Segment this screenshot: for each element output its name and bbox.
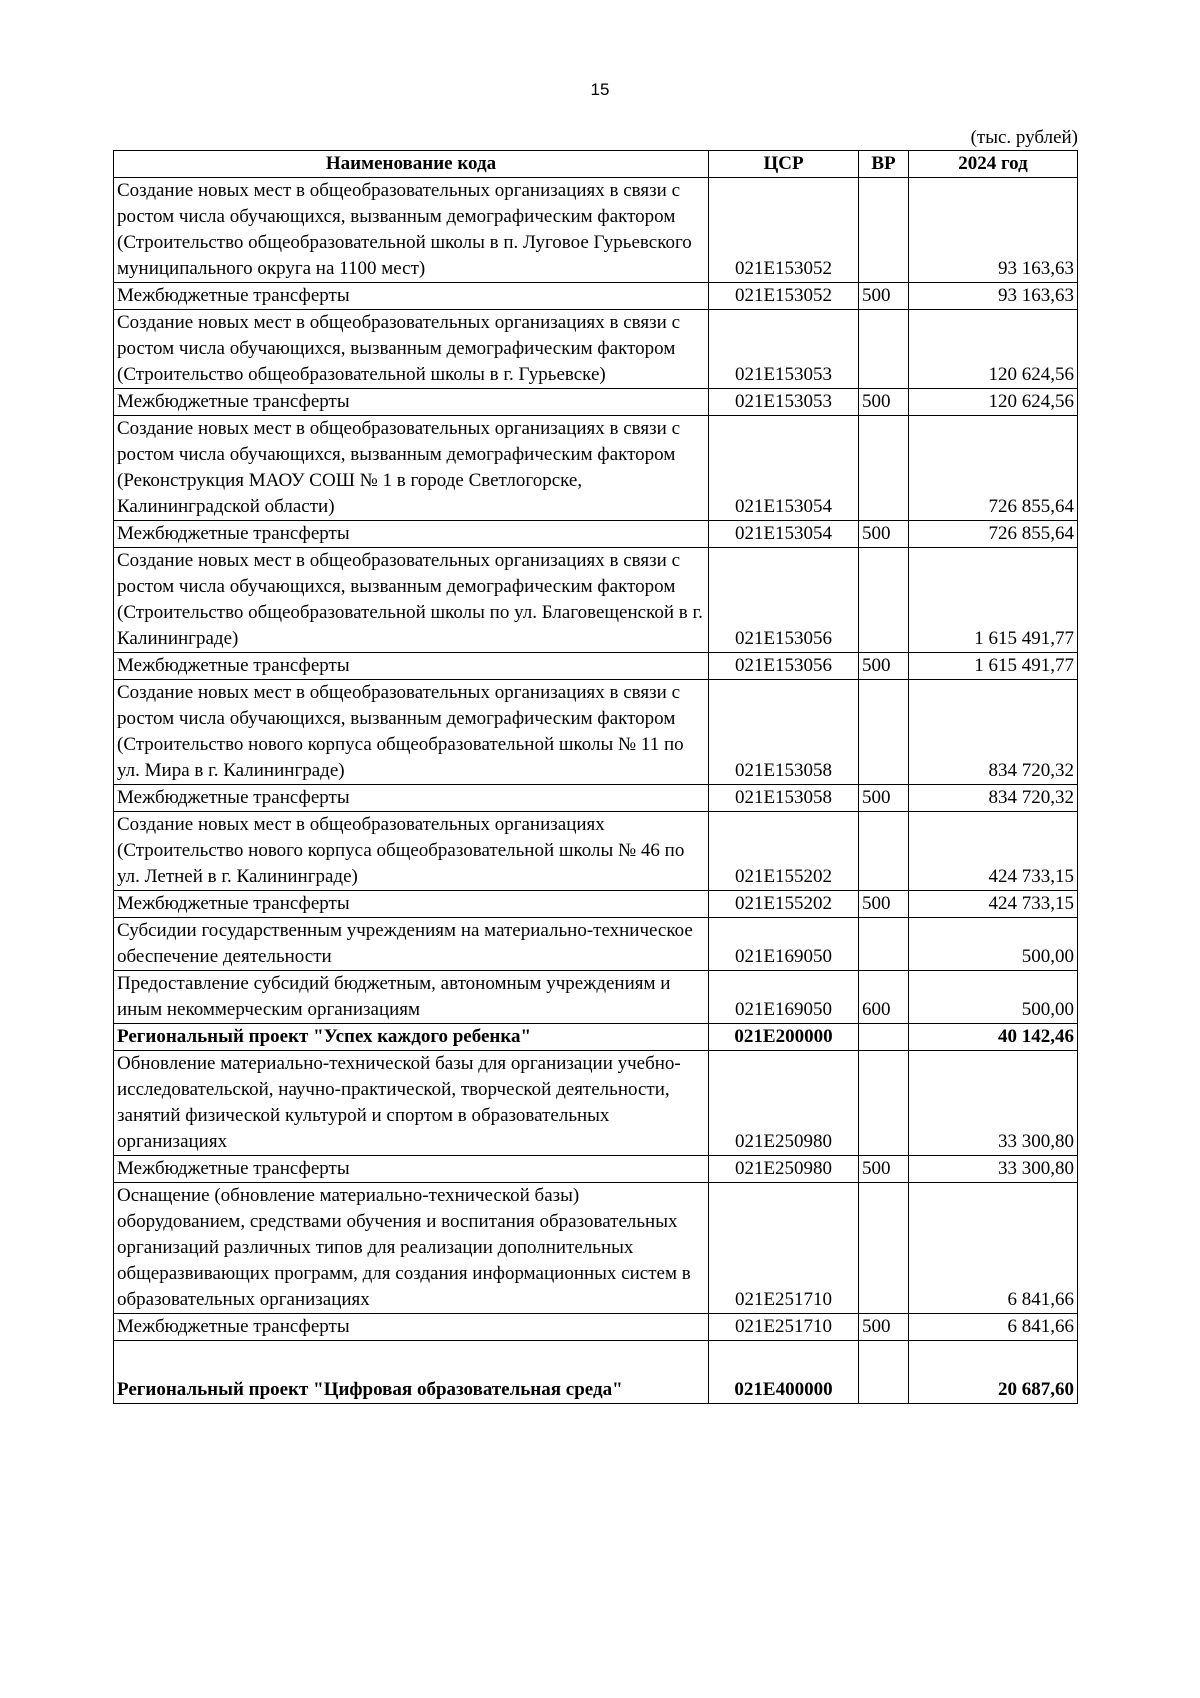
cell-vr: 600 xyxy=(859,971,909,1024)
cell-vr xyxy=(859,178,909,283)
cell-vr: 500 xyxy=(859,389,909,416)
table-row xyxy=(114,310,1078,389)
cell-csr: 021E251710 xyxy=(709,1314,859,1341)
cell-amount: 834 720,32 xyxy=(909,785,1078,812)
cell-name: Предоставление субсидий бюджетным, автономным учреждениям и иным некоммерческим организациям xyxy=(114,971,709,1024)
cell-vr xyxy=(859,1183,909,1314)
cell-name: Межбюджетные трансферты xyxy=(114,891,709,918)
cell-csr: 021E153058 xyxy=(709,680,859,785)
cell-csr: 021E153052 xyxy=(709,283,859,310)
table-row xyxy=(114,416,1078,521)
cell-csr: 021E153058 xyxy=(709,785,859,812)
cell-amount: 1 615 491,77 xyxy=(909,653,1078,680)
cell-name: Создание новых мест в общеобразовательных организациях в связи с ростом числа обучающихся, вызванным демографическим фактором (Строительство общеобразовательной школы в п. Луговое Гурьевского муниципального округа на 1100 мест) xyxy=(114,178,709,283)
cell-csr: 021E250980 xyxy=(709,1156,859,1183)
header-csr: ЦСР xyxy=(709,151,859,178)
cell-csr: 021E153053 xyxy=(709,389,859,416)
cell-name: Межбюджетные трансферты xyxy=(114,389,709,416)
cell-amount: 424 733,15 xyxy=(909,891,1078,918)
cell-amount: 120 624,56 xyxy=(909,389,1078,416)
table-header-row xyxy=(114,151,1078,178)
cell-amount: 500,00 xyxy=(909,971,1078,1024)
cell-amount: 500,00 xyxy=(909,918,1078,971)
table-row xyxy=(114,1183,1078,1314)
header-amount: 2024 год xyxy=(909,151,1078,178)
cell-csr: 021E153054 xyxy=(709,416,859,521)
cell-vr xyxy=(859,1341,909,1404)
cell-vr: 500 xyxy=(859,891,909,918)
cell-vr: 500 xyxy=(859,1314,909,1341)
cell-amount: 40 142,46 xyxy=(909,1024,1078,1051)
cell-amount: 120 624,56 xyxy=(909,310,1078,389)
cell-vr xyxy=(859,416,909,521)
cell-name: Межбюджетные трансферты xyxy=(114,1156,709,1183)
cell-vr xyxy=(859,680,909,785)
cell-amount: 93 163,63 xyxy=(909,178,1078,283)
table-row xyxy=(114,1341,1078,1404)
cell-vr xyxy=(859,548,909,653)
cell-csr: 021E153056 xyxy=(709,548,859,653)
table-row xyxy=(114,653,1078,680)
table-row xyxy=(114,680,1078,785)
table-row xyxy=(114,1024,1078,1051)
table-row xyxy=(114,891,1078,918)
header-name: Наименование кода xyxy=(114,151,709,178)
cell-csr: 021E155202 xyxy=(709,812,859,891)
cell-name: Создание новых мест в общеобразовательных организациях в связи с ростом числа обучающихся, вызванным демографическим фактором (Строительство общеобразовательной школы по ул. Благовещенской в г. Калининграде) xyxy=(114,548,709,653)
cell-vr xyxy=(859,918,909,971)
cell-amount: 6 841,66 xyxy=(909,1314,1078,1341)
cell-vr xyxy=(859,1051,909,1156)
cell-name: Межбюджетные трансферты xyxy=(114,1314,709,1341)
cell-amount: 726 855,64 xyxy=(909,416,1078,521)
cell-csr: 021E169050 xyxy=(709,971,859,1024)
cell-amount: 33 300,80 xyxy=(909,1051,1078,1156)
cell-amount: 834 720,32 xyxy=(909,680,1078,785)
page-number: 15 xyxy=(590,80,610,99)
table-row xyxy=(114,1314,1078,1341)
cell-name: Межбюджетные трансферты xyxy=(114,521,709,548)
cell-amount: 424 733,15 xyxy=(909,812,1078,891)
cell-amount: 20 687,60 xyxy=(909,1341,1078,1404)
budget-table xyxy=(113,150,1078,1404)
cell-amount: 1 615 491,77 xyxy=(909,548,1078,653)
table-row xyxy=(114,918,1078,971)
cell-vr: 500 xyxy=(859,1156,909,1183)
cell-name: Создание новых мест в общеобразовательных организациях в связи с ростом числа обучающихся, вызванным демографическим фактором (Строительство нового корпуса общеобразовательной школы № 11 по ул. Мира в г. Калининграде) xyxy=(114,680,709,785)
cell-csr: 021E400000 xyxy=(709,1341,859,1404)
table-row xyxy=(114,283,1078,310)
cell-name: Создание новых мест в общеобразовательных организациях в связи с ростом числа обучающихся, вызванным демографическим фактором (Реконструкция МАОУ СОШ № 1 в городе Светлогорске, Калининградской области) xyxy=(114,416,709,521)
cell-csr: 021E153052 xyxy=(709,178,859,283)
cell-vr xyxy=(859,812,909,891)
cell-name: Межбюджетные трансферты xyxy=(114,653,709,680)
cell-amount: 726 855,64 xyxy=(909,521,1078,548)
cell-name: Субсидии государственным учреждениям на материально-техническое обеспечение деятельности xyxy=(114,918,709,971)
cell-name: Межбюджетные трансферты xyxy=(114,283,709,310)
header-vr: ВР xyxy=(859,151,909,178)
table-row xyxy=(114,548,1078,653)
cell-vr xyxy=(859,310,909,389)
cell-amount: 6 841,66 xyxy=(909,1183,1078,1314)
table-body xyxy=(114,178,1078,1404)
units-label: (тыс. рублей) xyxy=(970,127,1078,148)
cell-name: Обновление материально-технической базы для организации учебно-исследовательской, научно-практической, творческой деятельности, занятий физической культурой и спортом в образовательных организациях xyxy=(114,1051,709,1156)
cell-csr: 021E251710 xyxy=(709,1183,859,1314)
cell-vr: 500 xyxy=(859,653,909,680)
cell-name: Оснащение (обновление материально-технической базы) оборудованием, средствами обучения и воспитания образовательных организаций различных типов для реализации дополнительных общеразвивающих программ, для создания информационных систем в образовательных организациях xyxy=(114,1183,709,1314)
table-row xyxy=(114,1051,1078,1156)
cell-csr: 021E169050 xyxy=(709,918,859,971)
cell-csr: 021E153053 xyxy=(709,310,859,389)
cell-csr: 021E153054 xyxy=(709,521,859,548)
cell-name: Создание новых мест в общеобразовательных организациях в связи с ростом числа обучающихся, вызванным демографическим фактором (Строительство общеобразовательной школы в г. Гурьевске) xyxy=(114,310,709,389)
cell-vr xyxy=(859,1024,909,1051)
cell-csr: 021E250980 xyxy=(709,1051,859,1156)
table-row xyxy=(114,389,1078,416)
table-row xyxy=(114,785,1078,812)
cell-csr: 021E153056 xyxy=(709,653,859,680)
cell-amount: 93 163,63 xyxy=(909,283,1078,310)
table-row xyxy=(114,521,1078,548)
cell-vr: 500 xyxy=(859,785,909,812)
table-row xyxy=(114,178,1078,283)
cell-name: Межбюджетные трансферты xyxy=(114,785,709,812)
cell-name: Региональный проект "Успех каждого ребенка" xyxy=(114,1024,709,1051)
table-row xyxy=(114,1156,1078,1183)
cell-amount: 33 300,80 xyxy=(909,1156,1078,1183)
cell-name: Создание новых мест в общеобразовательных организациях (Строительство нового корпуса общеобразовательной школы № 46 по ул. Летней в г. Калининграде) xyxy=(114,812,709,891)
cell-vr: 500 xyxy=(859,283,909,310)
cell-vr: 500 xyxy=(859,521,909,548)
cell-name: Региональный проект "Цифровая образовательная среда" xyxy=(114,1341,709,1404)
cell-csr: 021E200000 xyxy=(709,1024,859,1051)
cell-csr: 021E155202 xyxy=(709,891,859,918)
table-row xyxy=(114,971,1078,1024)
table-row xyxy=(114,812,1078,891)
